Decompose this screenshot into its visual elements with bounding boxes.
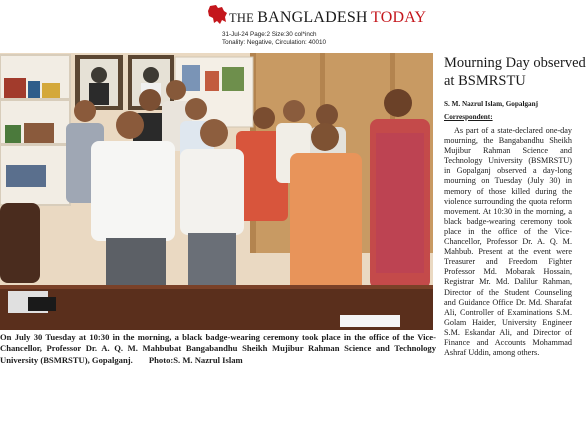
logo-word-bangladesh: BANGLADESH <box>257 9 368 26</box>
headline-line-1: Mourning Day observed <box>444 55 586 71</box>
logo-word-today: TODAY <box>371 9 427 26</box>
logo-word-the: THE <box>229 11 254 25</box>
news-photo <box>0 53 433 330</box>
article-byline <box>444 98 538 124</box>
article-headline <box>444 54 586 90</box>
headline-line-2: at BSMRSTU <box>444 73 526 89</box>
clip-info: 31-Jul-24 Page:2 Size:30 col*inch <box>222 31 317 38</box>
ceremony-photo-illustration <box>0 53 433 330</box>
bangladesh-map-icon <box>205 4 229 26</box>
article-body: As part of a state-declared one-day mourning, the Bangabandhu Sheikh Mujibur Rahman Science and Technology University (BSMRSTU) in Gopalganj observed a day-long mourning on Tuesday (July 30) in memory of those killed during the violence surrounding the quota reform movement. At 10:30 in the morning, a black badge-wearing ceremony took place in the office of the Vice-Chancellor, Professor Dr. A. Q. M. Mahbub. Present at the event were Treasurer and Freedom Fighter Professor Md. Mobarak Hossain, Registrar Mr. Md. Dalilur Rahman, Director of the Student Counseling and Guidance Office Dr. Md. Sharafat Ali, Controller of Examinations S.M. Golam Haider, University Engineer S.M. Eskandar Ali, and Director of Finance and Accounts Mohammad Ashraf Uddin, among others. <box>444 126 572 358</box>
byline-name: S. M. Nazrul Islam, Gopalganj <box>444 100 539 108</box>
byline-role: Correspondent: <box>444 113 493 121</box>
newspaper-masthead <box>205 4 427 28</box>
newspaper-logo <box>229 9 426 27</box>
photo-caption-text: On July 30 Tuesday at 10:30 in the morning, a black badge-wearing ceremony took place in the office of the Vice-Chancellor, Professor Dr. A. Q. M. Mahbubat Bangabandhu Sheikh Mujibur Rahman Science and Technology University (BSMRSTU), Gopalganj. <box>0 332 436 365</box>
photo-credit: Photo:S. M. Nazrul Islam <box>148 354 243 365</box>
photo-caption <box>0 332 436 366</box>
tonality-info: Tonality: Negative, Circulation: 40010 <box>222 39 326 46</box>
